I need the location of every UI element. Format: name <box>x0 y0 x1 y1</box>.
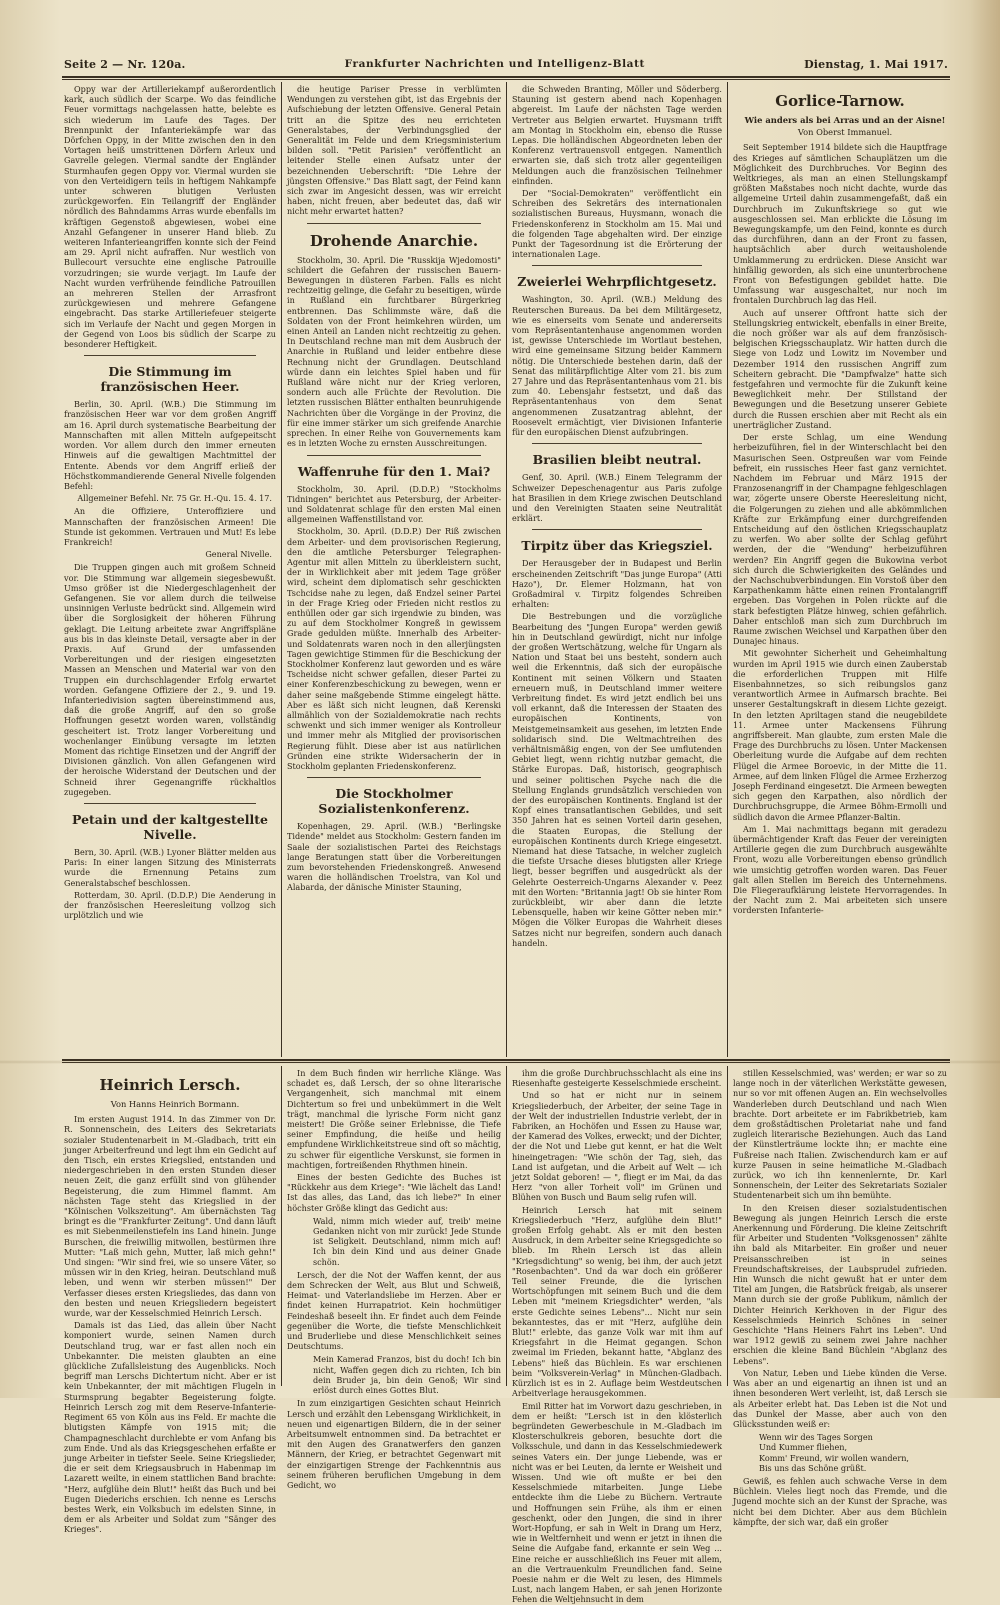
headline-anarchie: Drohende Anarchie. <box>309 231 479 250</box>
column-rule <box>506 1066 507 1386</box>
column-rule <box>727 1066 728 1386</box>
subheadline: Wie anders als bei Arras und an der Aisne! <box>744 115 946 125</box>
article-text: In dem Buch finden wir herrliche Klänge. Was schadet es, daß Lersch, der so ohne literarische Vergangenheit, sich manchmal mit einem Dichtertum so frei und unbekümmert in die Welt trägt, manchmal die lyrische Form nicht ganz meistert! Die Größe seiner Erlebnisse, die Tiefe seiner Empfindung, die heiße und heilig empfundene Wirklichkeitstreue sind oft so mächtig, zu schwer für eigentliche Verskunst, sie formen in machtigen, fortreißenden Rhythmen hinein. <box>287 1068 501 1170</box>
page-number: Seite 2 — Nr. 120a. <box>64 57 186 71</box>
article-separator <box>532 443 702 444</box>
feuilleton-column-2 <box>287 1068 501 1490</box>
headline-wehrpflicht: Zweierlei Wehrpflichtgesetz. <box>517 274 717 290</box>
byline: Von Oberst Immanuel. <box>797 127 893 138</box>
article-text: Die Bestrebungen und die vorzügliche Bearbeitung des "Jungen Europa" werden gewiß hin in Deutschland gewürdigt, nicht nur infolge der großen Wertschätzung, welche für Ungarn als Nation und Staat bei uns besteht, sondern auch weil die Erkenntnis, daß sich der europäische Kontinent mit seinen Völkern und Staaten erneuern muß, in Deutschland immer weitere Verbreitung findet. Es wird jetzt endlich bei uns voll erkannt, daß die Interessen der Staaten des europäischen Kontinents, von Meistgemeinsamkeit aus gesehen, im letzten Ende solidarisch sind. Die Weltmachtreihen des verhältnismäßig engen, von der See umflutenden Gebiet liegt, wenn richtig nutzbar gemacht, die Stärke Europas. Daß, historisch, geographisch und seiner politischen Psyche nach die die Stellung Englands grundsätzlich verschieden von der des europäischen Kontinents. England ist der Kopf eines transatlantischen Gebildes, und seit 350 Jahren hat es seinen Vorteil darin gesehen, die Staaten Europas, die Stellung der europäischen Kontinents durch Kriege eingesetzt. Niemand hat diese Tatsache, in welcher zugleich die tiefste Ursache dieses blutigsten aller Kriege liegt, besser begriffen und ausgedrückt als der Gelehrte Oesterreich-Ungarns Alexander v. Peez mit den Worten: "Britannia jagt! Ob sie hinter Rom zurückbleibt, wir aber dann die letzte Lebensquelle, haben wir keine Götter neben mir." Mögen die Völker Europas die Wahrheit dieses Satzes nicht nur begreifen, sondern auch danach handeln. <box>512 611 722 948</box>
masthead: Frankfurter Nachrichten und Intelligenz-Blatt <box>344 58 645 70</box>
article-text: ihm die große Durchbruchsschlacht als eine ins Riesenhafte gesteigerte Kesselschmiede erscheint. <box>512 1068 722 1089</box>
article-text: Mit gewohnter Sicherheit und Geheimhaltung wurden im April 1915 wie durch einen Zauberstab die erforderlichen Truppen mit Hilfe Eisenbahnnetzes, so sich reibungslos ganz verantwortlich Armee in Aufmarsch brachte. Bei unserer Gestaltungskraft in diesem Lichte gezeigt. In den letzten Apriltagen stand die neugebildete 11. Armee unter Mackensens Führung angriffsbereit. Man glaubte, zum ersten Male die Frage des Durchbruchs zu lösen. Unter Mackensen Oberleitung wurde die Aufgabe auf dem rechten Flügel die Armee Boroevic, in der Mitte die 11. Armee, auf dem linken Flügel die Armee Erzherzog Joseph Ferdinand eingesetzt. Die Armeen bewegten sich gegen den Karpathen, also nördlich der Durchbruchsgruppe, die Armee Böhm-Ermolli und südlich davon die Armee Pflanzer-Baltin. <box>733 648 947 822</box>
headline-gorlice-tarnow: Gorlice-Tarnow. <box>775 92 905 110</box>
article-separator <box>307 223 481 224</box>
article-separator <box>84 355 256 356</box>
headline-brasilien: Brasilien bleibt neutral. <box>532 452 702 468</box>
column-rule <box>281 82 282 1057</box>
headline-petain: Petain und der kaltgestellte Nivelle. <box>72 812 268 842</box>
headline-heinrich-lersch: Heinrich Lersch. <box>99 1076 241 1094</box>
article-separator <box>307 777 481 778</box>
header-rule <box>62 76 950 78</box>
article-text: Emil Ritter hat im Vorwort dazu geschrieben, in dem er heißt: "Lersch ist in den klösterlich begründeten Gewerbeschule in M.-Gladbach im Klosterschulkreis geboren, besuchte dort die Volksschule, und dann in das Kesselschmiedewerk seines Vaters ein. Der junge Liebende, was er nicht was er bei Leuten, da lernte er Weisheit und Wissen. Und wie oft mußte er bei den Kesselschmiede mitarbeiten. Junge Liebe entdeckte ihm die Liebe zu Büchern. Vertraute und Hoffnungen sein Frühe, als ihm er einen geschenkt, oder den Jungen, die sind in ihrer Wort-Hopfung, er sah in Welt in Drang um Herz, wie in Weltfernheit und wenn er jetzt in ihnen die Seine die Aufgabe fand, erkannte er sein Weg ... Eine reiche er ausschließlich ins Feuer mit allem, an die Vertrauenkulm Freundlichen fand. Seine Poesie nahm er die Welt zu lesen, des Himmels Lust, nach langem Haben, er sah jenen Horizonte Fehen die Weltjehnsucht in dem <box>512 1400 722 1605</box>
poem-verse: Mein Kamerad Franzos, bist du doch! Ich bin nicht, Waffen gegen dich zu richten, Ich bin dein Bruder ja, bin dein Genoß; Wir sind erlöst durch eines Gottes Blut. <box>313 1354 501 1396</box>
article-text: Stockholm, 30. April. (D.D.P.) "Stockholms Tidningen" berichtet aus Petersburg, der Arbeiter- und Soldatenrat schlage für den ersten Mal einen allgemeinen Waffenstillstand vor. <box>287 483 501 525</box>
byline: Von Hanns Heinrich Bormann. <box>110 1099 240 1109</box>
article-text: die heutige Pariser Presse in verblümten Wendungen zu verstehen gibt, ist das Ergebnis der Aufschiebung der letzten Offensive. General Petain tritt an die Spitze des neu errichteten Generalstabes, der Verbindungsglied der Generalität im Felde und dem Kriegsministerium bilden soll. "Petit Parisien" veröffentlicht an leitender Stelle einen Aufsatz unter der bezeichnenden Ueberschrift: "Die Lehre der jüngsten Offensive." Das Blatt sagt, der Feind kann sich zwar im Angesicht dessen, was wir erreicht haben, nicht freuen, aber bedeutet das, daß wir nicht mehr erwartet hatten? <box>287 84 501 217</box>
article-separator <box>84 803 256 804</box>
article-text: Lersch, der die Not der Waffen kennt, der aus dem Schrecken der Welt, aus Blut und Schweiß, Heimat- und Vaterlandsliebe im Herzen. Aber er findet keinen Hurrapatriot. Kein hochmütiger Feindeshaß beseelt ihn. Er findet auch dem Feinde gegenüber die Worte, die tiefste Menschlichkeit und Bruderliebe und diese Menschlichkeit seines Deutschtums. <box>287 1269 501 1352</box>
article-text: Stockholm, 30. April. (D.D.P.) Der Riß zwischen dem Arbeiter- und dem provisorischen Regierung, den die amtliche Petersburger Telegraphen-Agentur mit allen Mitteln zu überkleistern sucht, der in Wirklichkeit aber mit jedem Tage größer wird, scheint dem diplomatisch sehr geschickten Tschcidse nahe zu legen, daß Endzel seiner Partei in der Frage Krieg oder Frieden nicht restlos zu enthüllen oder gar sich irgendwie zu binden, was zu auf dem Stockholmer Kongreß in gewissem Grade gedulden müßte. Innerhalb des Arbeiter- und Soldatenrats waren noch in den allerjüngsten Tagen gewichtige Stimmen für die Beschickung der Stockholmer Konferenz laut geworden und es wäre Tscheidse nicht schwer gefallen, dieser Partei zu einer Konferenzbeschickung zu bewegen, wenn er daher seine maßgebende Stimme eingelegt hätte. Aber es läßt sich nicht leugnen, daß Kerenski allmählich von der Sozialdemokratie nach rechts schwenkt und sich immer weniger als Kontrolleur und immer mehr als Mitglied der provisorischen Regierung fühlt. Diese aber ist aus natürlichen Gründen eine strikte Widersacherin der in Stockholm geplanten Friedenskonferenz. <box>287 526 501 771</box>
article-separator <box>532 265 702 266</box>
headline-tirpitz: Tirpitz über das Kriegsziel. <box>521 538 713 554</box>
article-text: Berlin, 30. April. (W.B.) Die Stimmung im französischen Heer war vor dem großen Angriff am 16. April durch systematische Bearbeitung der Mannschaften mit allen Mitteln aufgepeitscht worden. Vor allem durch den immer erneuten Hinweis auf die gewaltigen Machtmittel der Entente. Abends vor dem Angriff erließ der Höchstkommandierende General Nivelle folgenden Befehl: <box>64 399 276 491</box>
column-1 <box>64 84 276 1056</box>
column-4 <box>733 84 947 1056</box>
article-text: die Schweden Branting, Möller und Söderberg. Stauning ist gestern abend nach Kopenhagen abgereist. Im Laufe der nächsten Tage werden Vertreter aus Belgien erwartet. Huysmann trifft am Montag in Stockholm ein, ebenso die Russe Lepas. Die holländischen Abgeordneten leben der Konferenz vertrauensvoll entgegen. Namentlich erwarten sie, daß sich trotz aller gegenteiligen Meldungen auch die französischen Teilnehmer einfinden. <box>512 84 722 186</box>
article-text: Eines der besten Gedichte des Buches ist "Rückkehr aus dem Kriege": "Wie lächelt das Land! Ist das alles, das Land, das ich liebe?" In einer höchster Größe klingt das Gedicht aus: <box>287 1172 501 1213</box>
article-text: Der Herausgeber der in Budapest und Berlin erscheinenden Zeitschrift "Das junge Europa" (Atti Hazo"), Dr. Elemer Holzmann, hat von Großadmiral v. Tirpitz folgendes Schreiben erhalten: <box>512 558 722 610</box>
feuilleton-column-3 <box>512 1068 722 1605</box>
article-text: Der erste Schlag, um eine Wendung herbeizuführen, fiel in der Winterschlacht bei den Masurischen Seen. Ostpreußen war vom Feinde befreit, ein russisches Heer fast ganz vernichtet. Nachdem im Februar und März 1915 der Franzosenangriff in der Champagne fehlgeschlagen war, zögerte unsere Oberste Heeresleitung nicht, die Folgerungen zu ziehen und alle abkömmlichen Kräfte zur Erkämpfung einer durchgreifenden Entscheidung auf den östlichen Kriegsschauplatz zu werfen. Wo aber sollte der Schlag geführt werden, der die "Wendung" herbeizuführen werden? Ein Angriff gegen die Bukowina verbot sich durch die Schwierigkeiten des Geländes und der Nachschubverbindungen. Ein Vorstoß über den Karpathenkamm hätte einen reinen Frontalangriff ergeben. Das Vorgehen in Polen rückte auf die stark befestigten Plätze hinweg, schien gefährlich. Daher entschloß man sich zum Durchbruch im Raume zwischen Weichsel und Karpathen über den Dunajec hinaus. <box>733 432 947 647</box>
article-text: Stockholm, 30. April. Die "Russkija Wjedomosti" schildert die Gefahren der russischen Bauern-Bewegungen in düsteren Farben. Falls es nicht rechtzeitig gelinge, die Gefahr zu beseitigen, würde in Rußland ein furchtbarer Bürgerkrieg entbrennen. Das Schlimmste wäre, daß die Soldaten von der Front heimkehren würden, um einen Anteil an Landen nicht rechtzeitig zu gehen. In Deutschland rechne man mit dem Ausbruch der Anarchie in Rußland und leider entbehre diese Rechnung nicht der Grundlagen. Deutschland würde dann ein leichtes Spiel haben und für Rußland wäre nicht nur der Krieg verloren, sondern auch alle Früchte der Revolution. Die letzten russischen Blätter enthalten beunruhigende Nachrichten über die Vorgänge in der Provinz, die für eine immer stärker um sich greifende Anarchie sprechen. In einer Reihe von Gouvernements kam es in letzten Woche zu ernsten Ausschreitungen. <box>287 254 501 449</box>
page-header <box>64 54 948 74</box>
paper-fold <box>0 1060 1000 1064</box>
feuilleton-column-1 <box>64 1068 276 1535</box>
article-separator <box>307 455 481 456</box>
article-text: Der "Social-Demokraten" veröffentlicht ein Schreiben des Sekretärs des internationalen sozialistischen Bureaus, Huysmann, wonach die Friedenskonferenz in Stockholm am 15. Mai und die folgenden Tage abgehalten wird. Der einzige Punkt der Tagesordnung ist die Erörterung der internationalen Lage. <box>512 188 722 260</box>
poem-verse: Wenn wir des Tages Sorgen Und Kummer fliehen, Komm' Freund, wir wollen wandern, Bis uns das Schöne grüßt. <box>759 1432 909 1473</box>
header-rule-thin <box>62 79 950 80</box>
article-text: Damals ist das Lied, das allein über Nacht komponiert wurde, seinen Namen durch Deutschland trug, war er fast allen noch ein Unbekannter. Die meisten glaubten an eine glückliche Zufallsleistung des Augenblicks. Noch begriff man Lerschs Dichtertum nicht. Aber er ist kein Unbekannter, der mit mächtigen Flugeln in Sturmsprung begabter Begeisterung folgte. Heinrich Lersch zog mit dem Reserve-Infanterie-Regiment 65 von Köln aus ins Feld. Er machte die blutigsten Kämpfe von 1915 mit; die Champagneschlacht durchlebte er vom Anfang bis zum Ende. Und als das Kriegsgeschehen erfaßte er junge Arbeiter in tiefster Seele. Seine Kriegslieder, die er seit dem Kriegsausbruch in Habenmap im Lazarett weilte, in einem stattlichen Band brachte: "Herz, aufglühe dein Blut!" heißt das Buch und bei Eugen Diederichs erschien. Ich nenne es Lerschs bestes Werk, ein Volksbuch im edelsten Sinne, in dem er als Arbeiter und Soldat zum "Sänger des Krieges". <box>64 1320 276 1535</box>
paper-edge-stain <box>970 0 1000 1398</box>
feuilleton-column-4 <box>733 1068 947 1527</box>
article-text: Kopenhagen, 29. April. (W.B.) "Berlingske Tidende" meldet aus Stockholm: Gestern fanden im Saale der sozialistischen Partei des Reichstags lange Beratungen statt über die Vorbereitungen zum bevorstehenden Friedenskongreß. Anwesend waren die holländischen Troelstra, van Kol und Alabarda, der dänische Minister Stauning, <box>287 821 501 893</box>
headline-stimmung: Die Stimmung im französischen Heer. <box>100 364 240 395</box>
article-text: An die Offiziere, Unteroffiziere und Mannschaften der französischen Armeen! Die Stunde ist gekommen. Vertrauen und Mut! Es lebe Frankreich! <box>64 506 276 547</box>
column-rule <box>281 1066 282 1386</box>
article-text: stillen Kesselschmied, was' werden; er war so zu lange noch in der väterlichen Werkstätte gewesen, nur so vor mit offenen Augen an. Ein wechselvolles Wanderleben durch Deutschland und nach Wien brachte. Dort arbeitete er im Fabrikbetrieb, kam dem großstädtischen Proletariat nahe und fand zugleich literarische Beziehungen. Auch das Land der Künstlerträume lockte ihn; er machte eine Fußreise nach Italien. Zwischendurch kam er auf kurze Pausen in seine heimatliche M.-Gladbach zurück, wo ich ihn kennenlernte, Dr. Karl Sonnenschein, der Leiter des Sekretariats Sozialer Studentenarbeit sich um ihn bemühte. <box>733 1068 947 1201</box>
article-text: Bern, 30. April. (W.B.) Lyoner Blätter melden aus Paris: In einer langen Sitzung des Ministerrats wurde die Ernennung Petains zum Generalstabschef beschlossen. <box>64 847 276 888</box>
article-text: Seit September 1914 bildete sich die Hauptfrage des Krieges auf sämtlichen Schauplätzen um die Möglichkeit des Durchbruches. Vor Beginn des Weltkrieges, als man an einen Stellungskampf größten Maßstabes noch nicht dachte, wurde das allgemeine Urteil dahin zusammengefaßt, daß ein Durchbruch im Zukunftskriege so gut wie ausgeschlossen sei. Man erblickte die Lösung im Bewegungskampfe, um den Feind, konnte es durch das durchführen, dann an der Front zu fassen, hauptsächlich aber durch weitausholende Umklammerung zu erdrücken. Diese Ansicht war hinfällig geworden, als sich eine ununterbrochene Front von Befestigungen gebildet hatte. Die Umfassung war ausgeschaltet, nur noch im frontalen Durchbruch lag das Heil. <box>733 142 947 306</box>
column-2 <box>287 84 501 1056</box>
article-text: Am 1. Mai nachmittags begann mit geradezu übermächtigender Kraft das Feuer der vereinigten Artillerie gegen die zum Durchbruch ausgewählte Front, wozu alle Vorbereitungen ebenso gründlich wie umsichtig getroffen worden waren. Das Feuer galt allen Stellen im Bereich des Unternehmens. Die Fliegeraufklärung leistete Hervorragendes. In der Nacht zum 2. Mai arbeiteten sich unsere vordersten Infanterie- <box>733 823 947 916</box>
article-text: Washington, 30. April. (W.B.) Meldung des Reuterschen Bureaus. Da bei dem Militärgesetz, wie es einerseits vom Senate und andererseits vom Repräsentantenhause angenommen worden ist, gewisse Unterschiede im Wortlaut bestehen, wird eine gemeinsame Sitzung beider Kammern nötig. Die Unterschiede bestehen darin, daß der Senat das militärpflichtige Alter vom 21. bis zum 27 Jahre und das Repräsentantenhaus vom 21. bis zum 40. Lebensjahr festsetzt, und daß das Repräsentantenhaus von dem Senat angenommenen Zusatzantrag ablehnt, der Roosevelt ermächtigt, vier Divisionen Infanterie für den europäischen Dienst aufzubringen. <box>512 294 722 438</box>
article-text: Heinrich Lersch hat mit seinem Kriegsliederbuch "Herz, aufglühe dein Blut!" großen Erfolg gehabt. Als er mit den besten Ausdruck, in dem Arbeiter seine Kriegsgedichte so blieb. Im Rhein Lersch ist das allein "Kriegsdichtung" so wenig, bei ihm, der auch jetzt "Rosenbachten". Und da war doch ein größerer Teil seiner Freunde, die die lyrischen Wortschöpfungen mit seinem Buch und die dem Leben mit "meinem Kriegsdichter" werden, "als erste Gedichte seines Lebens"... Nicht nur sein bekanntestes, das er mit "Herz, aufglühe dein Blut!" erlebte, das ganze Volk war mit ihm auf Kriegsfahrt in die Heimat gegangen. Schon zweimal im Frieden, bekannt hatte, "Abglanz des Lebens" hieß das Büchlein. Es war erschienen beim "Volksverein-Verlag" in München-Gladbach. Kürzlich ist es in 2. Auflage beim Westdeutschen Arbeitverlage herausgekommen. <box>512 1204 722 1399</box>
article-text: In zum einzigartigen Gesichten schaut Heinrich Lersch und erzählt den Lebensgang Wirklichkeit, in neuen und eigenartigen Bildern, die in der seiner Arbeitsumwelt entnommen sind. Da betrachtet er mit den Augen des Granatwerfers den ganzen Männern, der Krieg, er betrachtet Gegenwart mit der einzigartigen Strenge der Fachkenntnis aus seinem früheren beruflichen Umgebung in dem Gedicht, wo <box>287 1398 501 1490</box>
article-text: Die Truppen gingen auch mit großem Schneid vor. Die Stimmung war allgemein siegesbewußt. Umso größer ist die Niedergeschlagenheit der Gefangenen. Sie vor allem durch die teilweise unsinnigen Verluste bedrückt sind. Allgemein wird über die Sorglosigkeit der höheren Führung geklagt. Die Leitung arbeitete zwar Angriffspläne aus bis in das kleinste Detail, versagte aber in der Praxis. Auf Grund der umfassenden Vorbereitungen und der riesigen eingesetzten Massen an Menschen und Material war von den Truppen ein durchschlagender Erfolg erwartet worden. Gefangene Offiziere der 2., 9. und 19. Infanteriedivision sagten übereinstimmend aus, daß die große Angriff, auf den so große Hoffnungen gesetzt worden waren, vollständig gescheitert ist. Trotz langer Vorbereitung und wochenlanger Einübung versagte im letzten Moment das richtige Einsetzen und der Angriff der Divisionen gänzlich. Von allen Gefangenen wird der heroische Widerstand der Deutschen und der Schneid ihrer Gegenangriffe rückhaltlos zugegeben. <box>64 562 276 797</box>
article-text: Im ersten August 1914. In das Zimmer von Dr. R. Sonnenschein, des Leiters des Sekretariats sozialer Studentenarbeit in M.-Gladbach, tritt ein junger Arbeiterfreund und legt ihm ein Gedicht auf den Tisch, ein erstes Kriegslied, entstanden und niedergeschrieben in den ersten Stunden dieser neuen Zeit, die ganz erfüllt sind von glühender Begeisterung, die zum Himmel flammt. Am nächsten Tage steht das Kriegslied in der "Kölnischen Volkszeitung". Am übernächsten Tag bringt es die "Frankfurter Zeitung". Und dann läuft es mit Siebenmeilenstiefeln ins Land hinein. Junge Burschen, die freiwillig mitwollen, bestürmen ihre Mutter: "Laß mich gehn, Mutter, laß mich gehn!" Und singen: "Wir sind frei, wie so unsere Väter, so müssen wir in den Krieg, heiran. Deutschland muß leben, und wenn wir sterben müssen!" Der Verfasser dieses ersten Kriegsliedes, das dann von den besten und neuen Kriegsliedern begeistert wurde, war der Kesselschmied Heinrich Lersch. <box>64 1114 276 1319</box>
column-rule <box>727 82 728 1057</box>
article-text: Oppy war der Artilleriekampf außerordentlich kark, auch südlich der Scarpe. Wo das feindliche Feuer vormittags nachgelassen hatte, belebte es sich wiederum im Laufe des Tages. Der Brennpunkt der Infanteriekämpfe war das Dörfchen Oppy, in der Mitte zwischen den in den Vortagen heiß umstrittenen Dörfern Arleux und Gavrelle gelegen. Viermal sandte der Engländer Sturmhaufen gegen Oppy vor. Viermal wurden sie von den Verteidigern teils in heftigem Nahkampfe unter schweren blutigen Verlusten zurückgeworfen. Ein Teilangriff der Engländer nördlich des Bahndamms Arras wurde ebenfalls im kräftigen Gegenstoß abgewiesen, wobei eine Anzahl Gefangener in unserer Hand blieb. Zu weiteren Infanterieangriffen konnte sich der Feind am 29. April nicht aufraffen. Nur westlich von Bullecourt versuchte eine englische Patrouille vorzudringen; sie wurde verjagt. Im Laufe der Nacht wurden verfrühende feindliche Patrouillen an mehreren Stellen der Arrasfront zurückgewiesen und mehrere Gefangene eingebracht. Das starke Artilleriefeuer steigerte sich im Verlaufe der Nacht und gegen Morgen in der Gegend von Loos bis südlich der Scarpe zu besonderer Heftigkeit. <box>64 84 276 350</box>
article-text: Genf, 30. April. (W.B.) Einem Telegramm der Schweizer Depeschenagentur aus Paris zufolge hat Brasilien in dem Kriege zwischen Deutschland und den Vereinigten Staaten seine Neutralität erklärt. <box>512 472 722 524</box>
article-text: In den Kreisen dieser sozialstudentischen Bewegung als jungen Heinrich Lersch die erste Anerkennung und Förderung. Die kleine Zeitschrift für Arbeiter und Studenten "Volksgenossen" zählte ihn bald als Mitarbeiter. Ein großer und neuer Preisansschreiben ist in seines Freundschaftskreises, der Laubsprudel zufrieden. Hin Wunsch die nicht gewußt hat er unter dem Titel am Jungen, die Ratsbrück freigab, als unserer Mann durch sie der große Publikum, nämlich der Dichter Heinrich Kerkhoven in der Figur des Kesselschmieds Heinrich Schönes in seiner Geschichte "Hans Heiners Fahrt ins Leben". Und war 1912 gewiß zu seinem zwei Jahre nachher erschien die kleine Band Büchlein "Abglanz des Lebens". <box>733 1202 947 1366</box>
column-3 <box>512 84 722 1056</box>
headline-waffenruhe: Waffenruhe für den 1. Mai? <box>297 463 491 479</box>
article-text: Auch auf unserer Oftfront hatte sich der Stellungskrieg entwickelt, ebenfalls in einer Breite, die noch größer war als auf dem französisch-belgischen Kriegsschauplatz. Wir hatten durch die Siege von Lodz und Lowitz im November und Dezember 1914 den russischen Angriff zum Scheitern gebracht. Die "Dampfwalze" hatte sich festgefahren und vermochte für die Zukunft keine Beweglichkeit mehr. Der Stillstand der Bewegungen und die Besetzung unserer Gebiete durch die Russen erschien aber mit Recht als ein unerträglicher Zustand. <box>733 307 947 430</box>
signature: General Nivelle. <box>205 549 272 560</box>
article-text: Und so hat er nicht nur in seinem Kriegsliederbuch, der Arbeiter, der seine Tage in der Welt der industriellen Industrie verlebt, der in Fabriken, an Hochöfen und Essen zu Hause war, der Kamerad des Volkes, erweckt; und der Dichter, der die Not und Liebe gut kennt, er hat die Welt hineingetragen: "Wie schön der Tag, sieh, das Land ist aufgetan, und die Arbeit auf Welt — ich jetzt Soldat geboren! — ", fliegt er im Mai, da das Herz "von aller Torheit voll" im Grünen und Blühen von Busch und Baum selig rufen will. <box>512 1090 722 1203</box>
order-reference: Allgemeiner Befehl. Nr. 75 Gr. H.-Qu. 15. 4. 17. <box>77 493 272 504</box>
issue-date: Dienstag, 1. Mai 1917. <box>804 57 948 71</box>
article-text: Rotterdam, 30. April. (D.D.P.) Die Aenderung in der französischen Heeresleitung vollzog sich urplötzlich und wie <box>64 889 276 921</box>
article-separator <box>532 529 702 530</box>
article-text: Gewiß, es fehlen auch schwache Verse in dem Büchlein. Vieles liegt noch das Fremde, und die Jugend mochte sich an der Kunst der Sprache, was nicht bei dem Dichter. Aber aus dem Büchlein kämpfte, der sich war, daß ein großer <box>733 1475 947 1527</box>
headline-sozialistenkonferenz: Die Stockholmer Sozialistenkonferenz. <box>318 786 470 817</box>
article-text: Von Natur, Leben und Liebe künden die Verse. Was aber an und eigenartig an ihnen ist und an ihnen besonderen Wert verleiht, ist, daß Lersch sie als Arbeiter erlebt hat. Das Leben ist die Not und das Dunkel der Masse, aber auch von den Glücksstunden weiß er: <box>733 1367 947 1429</box>
poem-verse: Wald, nimm mich wieder auf, treib' meine Gedanken nicht von mir zurück! Jede Stunde ist Seligkeit. Deutschland, nimm mich auf! Ich bin dein Kind und aus deiner Gnade schön. <box>313 1215 501 1267</box>
column-rule <box>506 82 507 1057</box>
